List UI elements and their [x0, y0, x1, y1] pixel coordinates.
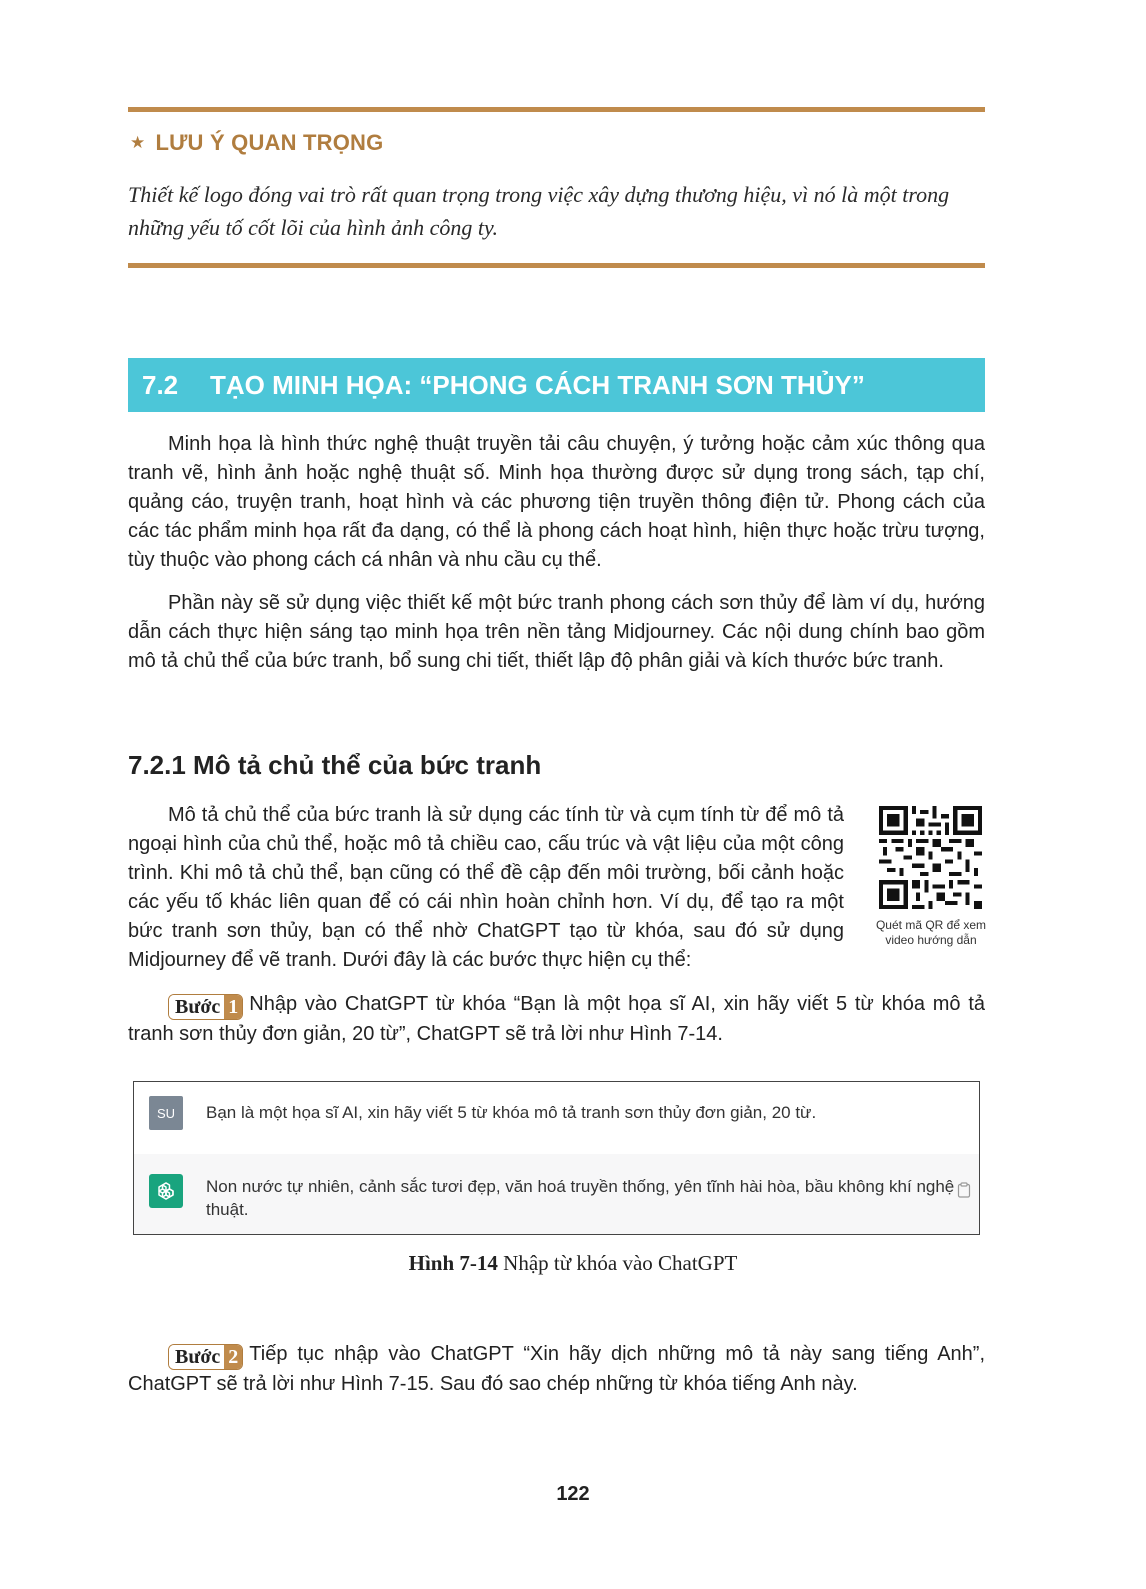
subsection-title: 7.2.1 Mô tả chủ thể của bức tranh [128, 750, 542, 780]
user-avatar: SU [149, 1096, 183, 1130]
section-number: 7.2 [142, 369, 179, 400]
star-icon: ★ [130, 133, 146, 152]
step-1 [128, 990, 985, 1049]
assistant-message: Non nước tự nhiên, cảnh sắc tươi đẹp, văn hoá truyền thống, yên tĩnh hài hòa, bầu không khí nghệ thuật. [206, 1177, 955, 1219]
user-message: Bạn là một họa sĩ AI, xin hãy viết 5 từ khóa mô tả tranh sơn thủy đơn giản, 20 từ. [206, 1103, 817, 1122]
user-message-row [134, 1082, 979, 1154]
chatgpt-screenshot [133, 1081, 980, 1235]
figure-caption-text: Nhập từ khóa vào ChatGPT [503, 1251, 738, 1275]
section-banner [128, 358, 985, 412]
figure-caption [0, 1251, 1146, 1276]
clipboard-copy-icon[interactable] [957, 1182, 971, 1198]
qr-code[interactable] [879, 806, 982, 909]
note-title [130, 130, 383, 156]
section-title: TẠO MINH HỌA: “PHONG CÁCH TRANH SƠN THỦY” [210, 369, 865, 400]
page-number: 122 [556, 1483, 590, 1505]
step-1-badge: Bước 1 [168, 994, 243, 1020]
chatgpt-logo-icon [149, 1174, 183, 1208]
subsection-paragraph: Mô tả chủ thể của bức tranh là sử dụng các tính từ và cụm tính từ để mô tả ngoại hình của chủ thể, hoặc mô tả chiều cao, cấu trúc và vật liệu của một công trình. Khi mô tả chủ thể, bạn cũng có thể đề cập đến môi trường, bối cảnh hoặc các yếu tố khác liên quan để có cái nhìn hoàn chỉnh hơn. Ví dụ, để tạo ra một bức tranh sơn thủy, bạn có thể nhờ ChatGPT tạo từ khóa, sau đó sử dụng Midjourney để vẽ tranh. Dưới đây là các bước thực hiện cụ thể: [128, 804, 844, 971]
note-text: Thiết kế logo đóng vai trò rất quan trọng trong việc xây dựng thương hiệu, vì nó là một trong những yếu tố cốt lõi của hình ảnh công ty. [128, 182, 950, 240]
section-paragraph-2: Phần này sẽ sử dụng việc thiết kế một bức tranh phong cách sơn thủy để làm ví dụ, hướng dẫn cách thực hiện sáng tạo minh họa trên nền tảng Midjourney. Các nội dung chính bao gồm mô tả chủ thể của bức tranh, bổ sung chi tiết, thiết lập độ phân giải và kích thước bức tranh. [128, 592, 985, 672]
step-2-text: Tiếp tục nhập vào ChatGPT “Xin hãy dịch những mô tả này sang tiếng Anh”, ChatGPT sẽ trả lời như Hình 7-15. Sau đó sao chép những từ khóa tiếng Anh này. [128, 1343, 985, 1395]
note-title-text: LƯU Ý QUAN TRỌNG [155, 130, 384, 155]
step-2-badge: Bước 2 [168, 1344, 243, 1370]
step-1-text: Nhập vào ChatGPT từ khóa “Bạn là một họa sĩ AI, xin hãy viết 5 từ khóa mô tả tranh sơn thủy đơn giản, 20 từ”, ChatGPT sẽ trả lời như Hình 7-14. [128, 993, 985, 1045]
section-paragraph-1: Minh họa là hình thức nghệ thuật truyền tải câu chuyện, ý tưởng hoặc cảm xúc thông qua tranh vẽ, hình ảnh hoặc nghệ thuật số. Minh họa thường được sử dụng trong sách, tạp chí, quảng cáo, truyện tranh, hoạt hình và các phương tiện truyền thông điện tử. Phong cách của các tác phẩm minh họa rất đa dạng, có thể là phong cách hoạt hình, hiện thực hoặc trừu tượng, tùy thuộc vào phong cách cá nhân và nhu cầu cụ thể. [128, 433, 985, 571]
note-bottom-rule [128, 263, 985, 268]
note-top-rule [128, 107, 985, 112]
qr-caption: Quét mã QR để xem video hướng dẫn [875, 918, 987, 947]
figure-label: Hình 7-14 [408, 1251, 498, 1275]
assistant-message-row [134, 1154, 979, 1234]
step-2 [128, 1340, 985, 1399]
